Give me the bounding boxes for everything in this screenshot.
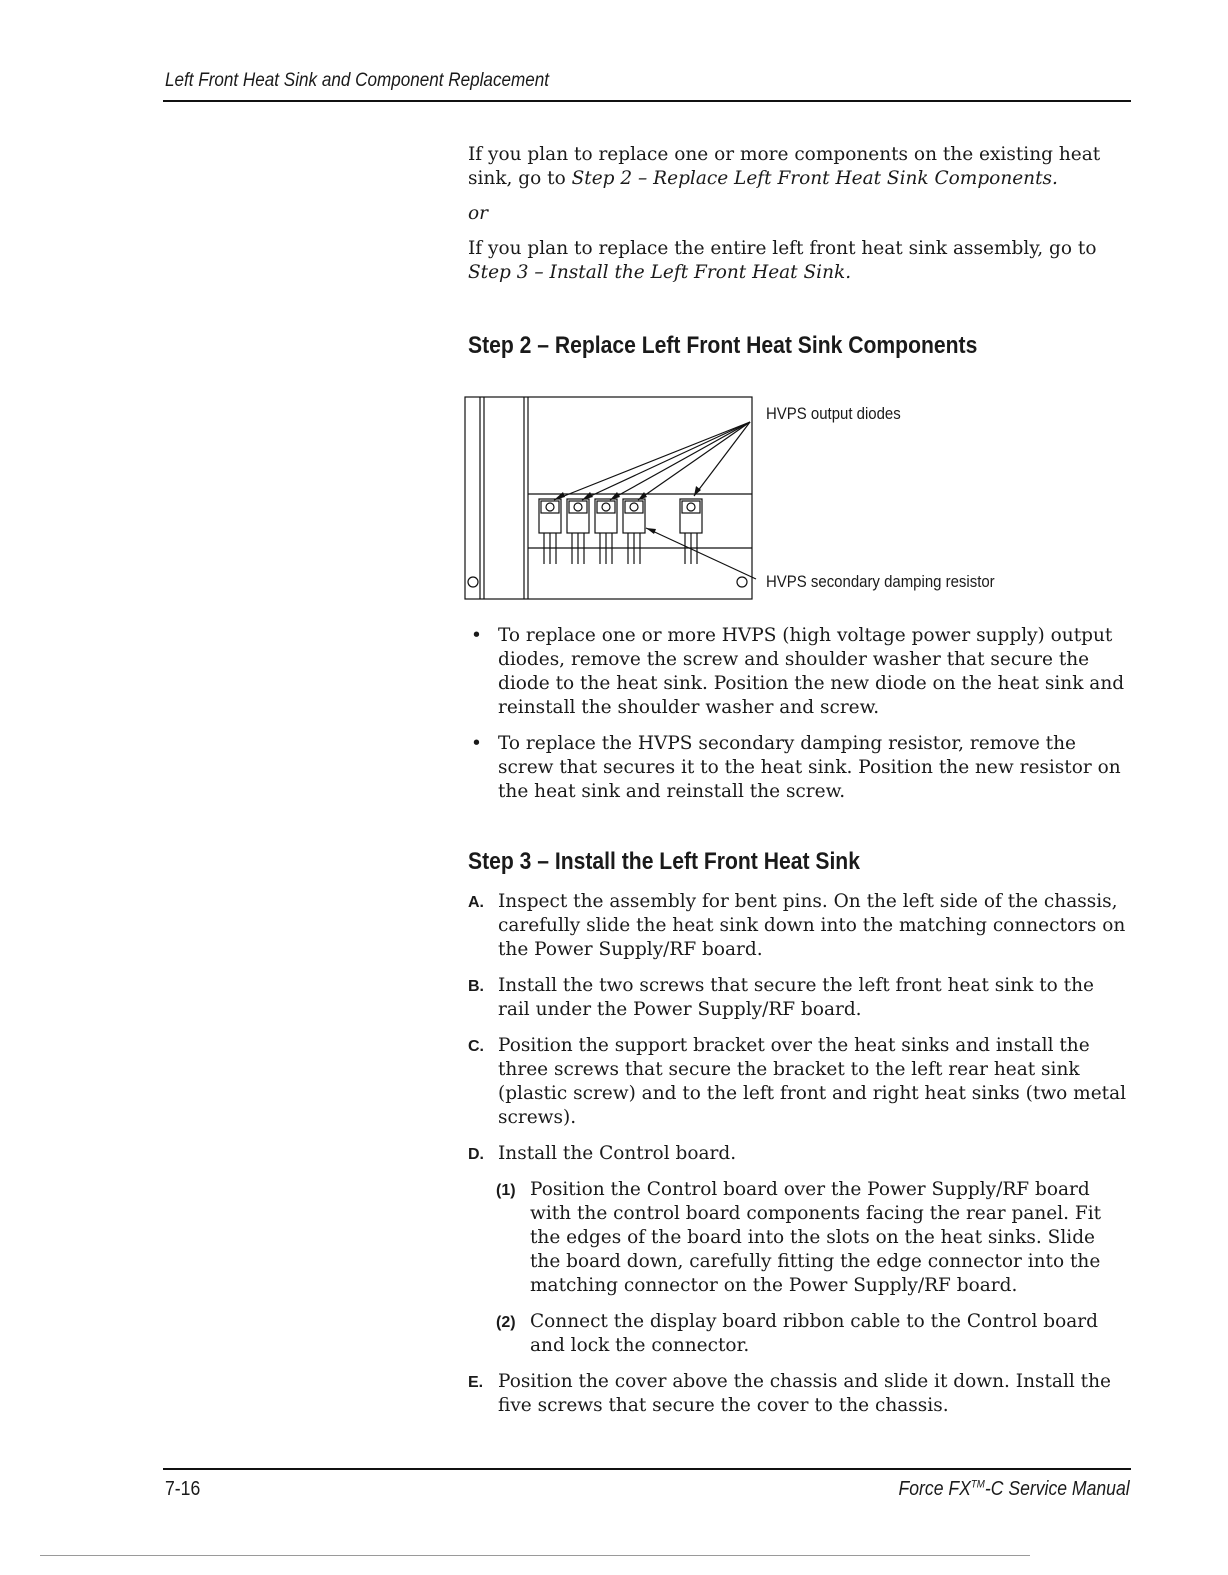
step-text: Position the cover above the chassis and slide it down. Install the five screws that secure the cover to the chassis.	[498, 1371, 1111, 1416]
step-label: E.	[468, 1374, 484, 1391]
procedure-step-d	[468, 1142, 1128, 1166]
step2-cross-reference: Step 2 – Replace Left Front Heat Sink Components.	[571, 168, 1058, 189]
diode-2	[567, 499, 589, 564]
substep-label: (1)	[496, 1182, 516, 1199]
substep-label: (2)	[496, 1314, 516, 1331]
heat-sink-outline	[465, 397, 752, 599]
diode-3	[595, 499, 617, 564]
header-rule	[163, 100, 1131, 102]
diode-1	[539, 499, 561, 564]
callout-hvps-damping-resistor: HVPS secondary damping resistor	[766, 572, 995, 591]
manual-title-prefix: Force FX	[898, 1478, 972, 1500]
step-label: A.	[468, 894, 484, 911]
manual-title	[899, 1478, 1130, 1501]
heat-sink-figure	[464, 396, 764, 606]
diode-4	[623, 499, 645, 564]
procedure-step-e	[468, 1370, 1128, 1418]
bullet-icon: •	[471, 625, 482, 646]
manual-title-suffix: -C Service Manual	[985, 1478, 1130, 1500]
bullet-text: To replace one or more HVPS (high voltage power supply) output diodes, remove the screw and shoulder washer that secure the diode to the heat sink. Position the new diode on the heat sink and reinstall the shoulder washer and screw.	[498, 625, 1125, 718]
heat-sink-diagram	[464, 396, 764, 602]
substep-text: Connect the display board ribbon cable to the Control board and lock the connector.	[530, 1311, 1098, 1356]
step2-bullet-list	[468, 624, 1128, 816]
intro-p1-text: If you plan to replace one or more components on the existing heat sink, go to	[468, 144, 1101, 189]
intro-p2-text: If you plan to replace the entire left front heat sink assembly, go to	[468, 238, 1097, 259]
step-text: Install the Control board.	[498, 1143, 737, 1164]
page-number: 7-16	[165, 1478, 201, 1500]
procedure-step-c	[468, 1034, 1128, 1130]
procedure-step-b	[468, 974, 1128, 1022]
step3-cross-reference: Step 3 – Install the Left Front Heat Sink.	[468, 262, 852, 283]
diode-leader-lines	[554, 422, 750, 500]
diode-5	[680, 499, 702, 564]
step2-heading: Step 2 – Replace Left Front Heat Sink Components	[468, 332, 978, 359]
mount-hole-right	[737, 577, 747, 587]
step-text: Inspect the assembly for bent pins. On the left side of the chassis, carefully slide the heat sink down into the matching connectors on the Power Supply/RF board.	[498, 891, 1126, 960]
step-label: B.	[468, 978, 484, 995]
list-item	[468, 732, 1128, 804]
procedure-step-a	[468, 890, 1128, 962]
or-separator: or	[468, 203, 488, 224]
running-header: Left Front Heat Sink and Component Replacement	[165, 70, 550, 91]
bullet-text: To replace the HVPS secondary damping resistor, remove the screw that secures it to the heat sink. Position the new resistor on the heat sink and reinstall the screw.	[498, 733, 1121, 802]
procedure-substep-1	[468, 1178, 1128, 1298]
substep-text: Position the Control board over the Power Supply/RF board with the control board components facing the rear panel. Fit the edges of the board into the slots on the heat sinks. Slide the board down, carefully fitting the edge connector into the matching connector on the Power Supply/RF board.	[530, 1179, 1102, 1296]
list-item	[468, 624, 1128, 720]
intro-paragraph-2	[468, 237, 1128, 285]
bullet-icon: •	[471, 733, 482, 754]
step3-procedure	[468, 890, 1128, 1430]
procedure-substep-2	[468, 1310, 1128, 1358]
step-text: Install the two screws that secure the left front heat sink to the rail under the Power Supply/RF board.	[498, 975, 1094, 1020]
step3-heading: Step 3 – Install the Left Front Heat Sink	[468, 848, 860, 875]
step-text: Position the support bracket over the heat sinks and install the three screws that secure the bracket to the left rear heat sink (plastic screw) and to the left front and right heat sinks (two metal screws).	[498, 1035, 1127, 1128]
step-label: C.	[468, 1038, 484, 1055]
step-label: D.	[468, 1146, 484, 1163]
scan-edge-line	[40, 1555, 1030, 1556]
callout-hvps-output-diodes: HVPS output diodes	[766, 404, 901, 423]
trademark-mark: TM	[971, 1478, 986, 1491]
intro-paragraph-1	[468, 143, 1128, 191]
resistor-leader-line	[646, 528, 756, 579]
mount-hole-left	[468, 577, 478, 587]
footer-rule	[163, 1468, 1131, 1470]
